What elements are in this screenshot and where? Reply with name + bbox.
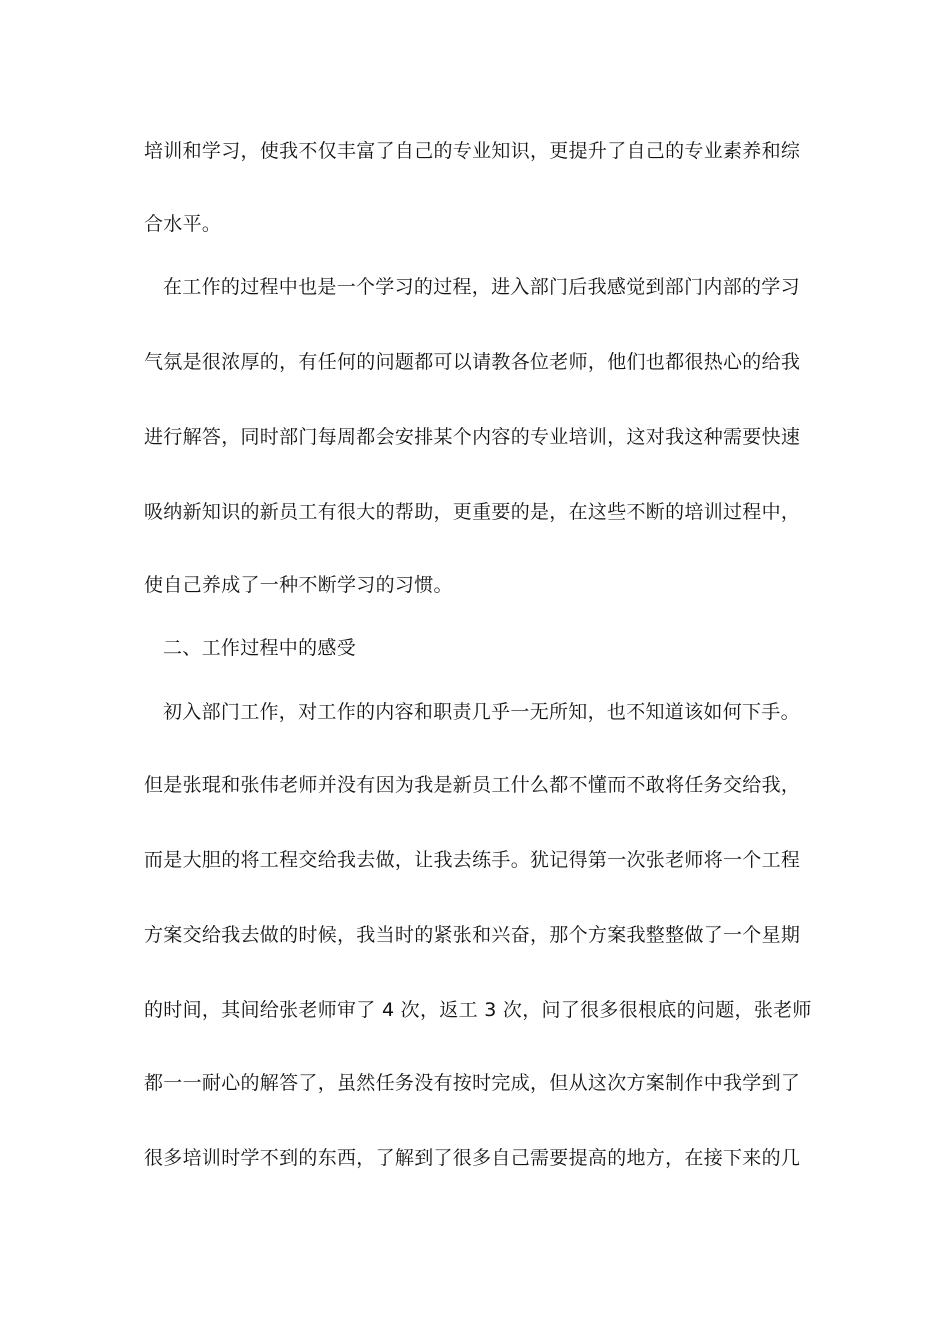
paragraph-line: 的时间，其间给张老师审了 4 次，返工 3 次，问了很多很根底的问题，张老师 xyxy=(144,999,812,1021)
paragraph-line: 在工作的过程中也是一个学习的过程，进入部门后我感觉到部门内部的学习 xyxy=(163,276,800,298)
section-heading: 二、工作过程中的感受 xyxy=(163,637,357,659)
paragraph-line: 培训和学习，使我不仅丰富了自己的专业知识，更提升了自己的专业素养和综 xyxy=(144,140,801,162)
paragraph-line: 使自己养成了一种不断学习的习惯。 xyxy=(144,574,453,596)
paragraph-line: 吸纳新知识的新员工有很大的帮助，更重要的是，在这些不断的培训过程中， xyxy=(144,501,801,523)
paragraph-line: 进行解答，同时部门每周都会安排某个内容的专业培训，这对我这种需要快速 xyxy=(144,426,801,448)
paragraph-line: 很多培训时学不到的东西，了解到了很多自己需要提高的地方，在接下来的几 xyxy=(144,1147,801,1169)
paragraph-line: 但是张琨和张伟老师并没有因为我是新员工什么都不懂而不敢将任务交给我， xyxy=(144,774,801,796)
paragraph-line: 都一一耐心的解答了，虽然任务没有按时完成，但从这次方案制作中我学到了 xyxy=(144,1072,801,1094)
paragraph-line: 而是大胆的将工程交给我去做，让我去练手。犹记得第一次张老师将一个工程 xyxy=(144,849,801,871)
paragraph-line: 方案交给我去做的时候，我当时的紧张和兴奋，那个方案我整整做了一个星期 xyxy=(144,924,801,946)
paragraph-line: 初入部门工作，对工作的内容和职责几乎一无所知，也不知道该如何下手。 xyxy=(163,701,800,723)
paragraph-line: 气氛是很浓厚的，有任何的问题都可以请教各位老师，他们也都很热心的给我 xyxy=(144,351,801,373)
paragraph-line: 合水平。 xyxy=(144,213,222,235)
